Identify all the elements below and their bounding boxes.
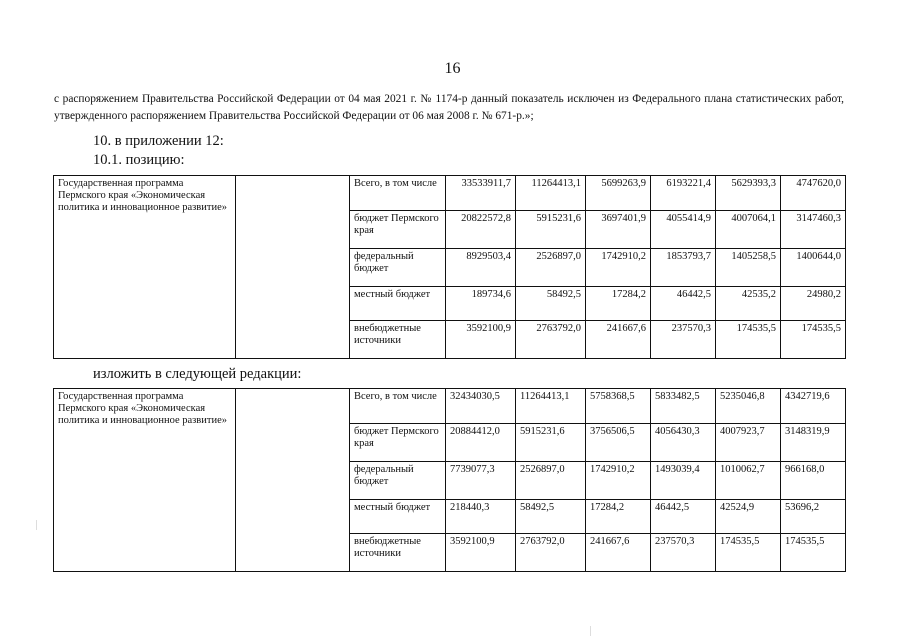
value-cell: 1493039,4 [651, 462, 716, 500]
value-cell: 3592100,9 [446, 321, 516, 359]
value-cell: 33533911,7 [446, 176, 516, 211]
position-heading: 10.1. позицию: [93, 152, 185, 168]
category-cell: федеральный бюджет [350, 462, 446, 500]
scan-mark [590, 626, 591, 636]
category-cell: федеральный бюджет [350, 249, 446, 287]
value-cell: 1853793,7 [651, 249, 716, 287]
value-cell: 3147460,3 [781, 211, 846, 249]
value-cell: 17284,2 [586, 287, 651, 321]
value-cell: 7739077,3 [446, 462, 516, 500]
value-cell: 174535,5 [781, 534, 846, 572]
old-values-table [53, 175, 846, 359]
value-cell: 42524,9 [716, 500, 781, 534]
value-cell: 241667,6 [586, 321, 651, 359]
value-cell: 241667,6 [586, 534, 651, 572]
value-cell: 4055414,9 [651, 211, 716, 249]
value-cell: 5629393,3 [716, 176, 781, 211]
value-cell: 1400644,0 [781, 249, 846, 287]
new-edition-heading: изложить в следующей редакции: [93, 366, 302, 382]
table-row [54, 389, 846, 424]
value-cell: 174535,5 [781, 321, 846, 359]
value-cell: 966168,0 [781, 462, 846, 500]
value-cell: 3592100,9 [446, 534, 516, 572]
value-cell: 3756506,5 [586, 424, 651, 462]
value-cell: 20822572,8 [446, 211, 516, 249]
value-cell: 5915231,6 [516, 211, 586, 249]
value-cell: 46442,5 [651, 287, 716, 321]
page-number: 16 [444, 60, 461, 77]
value-cell: 4342719,6 [781, 389, 846, 424]
value-cell: 4056430,3 [651, 424, 716, 462]
appendix-heading: 10. в приложении 12: [93, 133, 224, 149]
value-cell: 1742910,2 [586, 462, 651, 500]
category-cell: местный бюджет [350, 500, 446, 534]
value-cell: 2526897,0 [516, 462, 586, 500]
category-cell: местный бюджет [350, 287, 446, 321]
value-cell: 1010062,7 [716, 462, 781, 500]
value-cell: 4007923,7 [716, 424, 781, 462]
category-cell: Всего, в том числе [350, 176, 446, 211]
category-cell: внебюджетные источники [350, 534, 446, 572]
value-cell: 4007064,1 [716, 211, 781, 249]
value-cell: 46442,5 [651, 500, 716, 534]
value-cell: 1742910,2 [586, 249, 651, 287]
value-cell: 58492,5 [516, 500, 586, 534]
value-cell: 2763792,0 [516, 534, 586, 572]
value-cell: 189734,6 [446, 287, 516, 321]
new-values-table [53, 388, 846, 572]
value-cell: 4747620,0 [781, 176, 846, 211]
value-cell: 174535,5 [716, 321, 781, 359]
program-name-cell: Государственная программа Пермского края «Экономическая политика и инновационное развитие» [54, 176, 236, 359]
intro-paragraph: с распоряжением Правительства Российской Федерации от 04 мая 2021 г. № 1174-р данный показатель исключен из Федерального плана статистических работ, утвержденного распоряжением Правительства Российской Федерации от 06 мая 2008 г. № 671-р.»; [54, 93, 844, 122]
value-cell: 11264413,1 [516, 389, 586, 424]
value-cell: 237570,3 [651, 534, 716, 572]
value-cell: 3148319,9 [781, 424, 846, 462]
value-cell: 5699263,9 [586, 176, 651, 211]
scan-mark [36, 520, 37, 530]
value-cell: 2763792,0 [516, 321, 586, 359]
category-cell: бюджет Пермского края [350, 211, 446, 249]
value-cell: 6193221,4 [651, 176, 716, 211]
value-cell: 53696,2 [781, 500, 846, 534]
program-name-cell: Государственная программа Пермского края «Экономическая политика и инновационное развитие» [54, 389, 236, 572]
value-cell: 20884412,0 [446, 424, 516, 462]
value-cell: 5833482,5 [651, 389, 716, 424]
value-cell: 2526897,0 [516, 249, 586, 287]
value-cell: 237570,3 [651, 321, 716, 359]
empty-cell [236, 176, 350, 359]
value-cell: 24980,2 [781, 287, 846, 321]
value-cell: 218440,3 [446, 500, 516, 534]
value-cell: 8929503,4 [446, 249, 516, 287]
category-cell: бюджет Пермского края [350, 424, 446, 462]
category-cell: внебюджетные источники [350, 321, 446, 359]
value-cell: 5758368,5 [586, 389, 651, 424]
value-cell: 174535,5 [716, 534, 781, 572]
category-cell: Всего, в том числе [350, 389, 446, 424]
value-cell: 32434030,5 [446, 389, 516, 424]
value-cell: 5915231,6 [516, 424, 586, 462]
value-cell: 11264413,1 [516, 176, 586, 211]
value-cell: 58492,5 [516, 287, 586, 321]
empty-cell [236, 389, 350, 572]
value-cell: 17284,2 [586, 500, 651, 534]
table-row [54, 176, 846, 211]
value-cell: 1405258,5 [716, 249, 781, 287]
value-cell: 3697401,9 [586, 211, 651, 249]
value-cell: 5235046,8 [716, 389, 781, 424]
value-cell: 42535,2 [716, 287, 781, 321]
